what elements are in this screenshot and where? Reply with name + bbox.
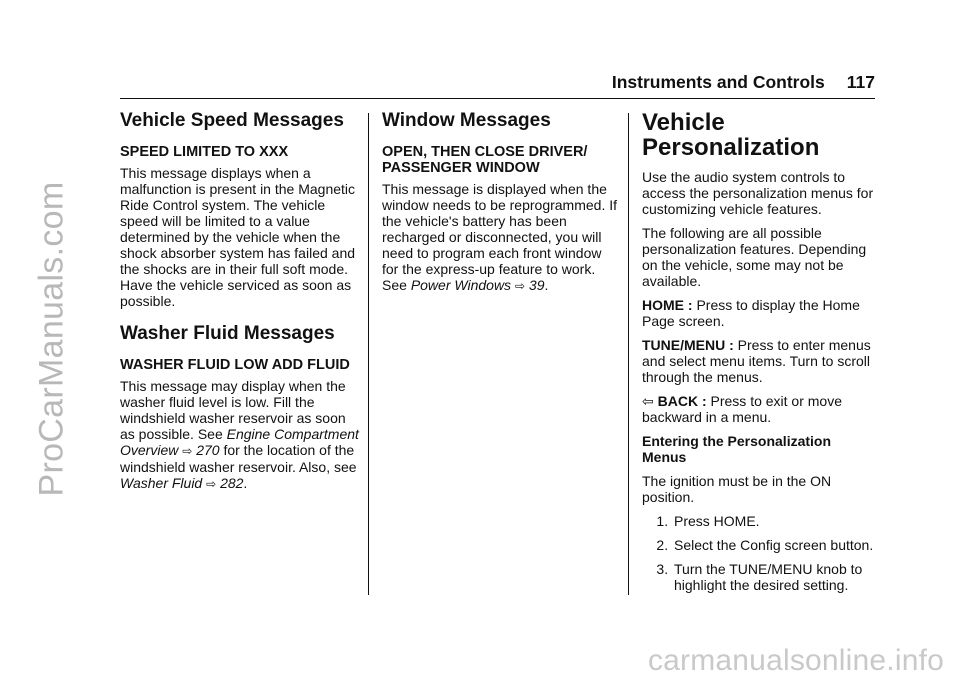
- subheading-speed-limited: SPEED LIMITED TO XXX: [120, 144, 289, 160]
- home-label: HOME :: [642, 297, 693, 313]
- page-ref-arrow-icon: ⇨: [206, 477, 217, 491]
- heading-window-messages: Window Messages: [382, 110, 551, 131]
- back-arrow-icon: ⇦: [642, 393, 654, 409]
- link-power-windows[interactable]: Power Windows: [410, 277, 512, 293]
- side-watermark: ProCarManuals.com: [32, 181, 71, 497]
- section-title: Instruments and Controls: [611, 72, 825, 92]
- paragraph-ignition: The ignition must be in the ON position.: [642, 473, 832, 505]
- page-ref-282[interactable]: 282: [220, 475, 244, 491]
- home-description: HOME : Press to display the Home Page screen.: [642, 297, 860, 329]
- steps-list: [642, 513, 876, 593]
- header-rule: [120, 98, 875, 99]
- subheading-washer-fluid-low: WASHER FLUID LOW ADD FLUID: [120, 357, 350, 373]
- column-3: [642, 110, 876, 601]
- page-ref-arrow-icon: ⇨: [514, 279, 526, 293]
- paragraph-personalization-features: The following are all possible personalization features. Depending on the vehicle, some may not be available.: [642, 225, 867, 289]
- link-washer-fluid[interactable]: Washer Fluid: [120, 475, 203, 491]
- link-engine-compartment-overview[interactable]: Engine Compartment Overview: [120, 426, 359, 458]
- column-divider-1: [368, 113, 369, 595]
- step-item: 3. Turn the TUNE/MENU knob to highlight the desired setting.: [672, 561, 876, 593]
- back-label: BACK :: [657, 393, 707, 409]
- page-ref-39[interactable]: 39: [528, 277, 545, 293]
- heading-vehicle-speed-messages: Vehicle Speed Messages: [120, 110, 344, 131]
- step-item: 2. Select the Config screen button.: [672, 537, 876, 553]
- tune-menu-description: TUNE/MENU : Press to enter menus and select menu items. Turn to scroll through the menus.: [642, 337, 871, 385]
- paragraph-speed-limited: This message displays when a malfunction is present in the Magnetic Ride Control system. The vehicle speed will be limited to a value determined by the vehicle when the shock absorber system has failed and the shocks are in their full soft mode. Have the vehicle serviced as soon as possible.: [120, 165, 356, 309]
- bottom-watermark: carmanualsonline.info: [647, 644, 944, 677]
- step-item: 1. Press HOME.: [672, 513, 876, 529]
- heading-vehicle-personalization: Vehicle Personalization: [642, 109, 820, 161]
- column-1: [120, 110, 360, 500]
- page-number: 117: [846, 72, 875, 92]
- paragraph-personalization-intro: Use the audio system controls to access the personalization menus for customizing vehicle features.: [642, 169, 874, 217]
- tune-menu-label: TUNE/MENU :: [642, 337, 734, 353]
- back-description: ⇦ BACK : Press to exit or move backward in a menu.: [642, 393, 843, 425]
- column-2: [382, 110, 618, 302]
- heading-washer-fluid-messages: Washer Fluid Messages: [120, 323, 335, 344]
- page-ref-arrow-icon: ⇨: [182, 444, 193, 458]
- paragraph-washer-fluid: This message may display when the washer fluid level is low. Fill the windshield washer reservoir as soon as possible. See Engine Compartment Overview ⇨ 270 for the location of the windshield washer reservoir. Also, see Washer Fluid ⇨ 282.: [120, 378, 359, 491]
- paragraph-window-messages: This message is displayed when the window needs to be reprogrammed. If the vehicle's battery has been recharged or disconnected, you will need to program each front window for the express-up feature to work. See Power Windows ⇨ 39.: [382, 181, 618, 293]
- column-divider-2: [628, 113, 629, 595]
- page-ref-270[interactable]: 270: [196, 442, 220, 458]
- subheading-entering-personalization-menus: Entering the Personalization Menus: [642, 433, 832, 465]
- subheading-open-close-window: OPEN, THEN CLOSE DRIVER/ PASSENGER WINDOW: [382, 144, 588, 176]
- page-header: [120, 72, 875, 93]
